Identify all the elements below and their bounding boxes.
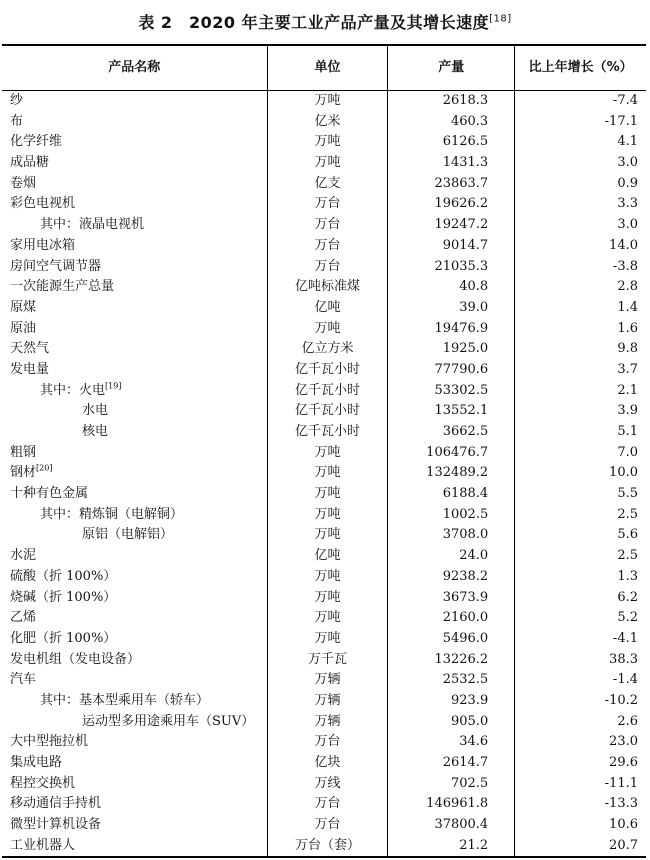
cell-growth: 0.9 — [514, 174, 646, 195]
cell-unit: 万吨 — [267, 608, 388, 629]
table-row — [2, 608, 646, 629]
cell-growth: 4.1 — [514, 132, 646, 153]
table-row — [2, 588, 646, 609]
product-name-text: 发电量 — [10, 361, 50, 377]
cell-product-name — [2, 836, 267, 857]
cell-product-name — [2, 194, 267, 215]
product-name-text: 移动通信手持机 — [10, 796, 102, 812]
header-product-name: 产品名称 — [108, 60, 161, 75]
header-output: 产量 — [387, 46, 514, 90]
product-name-text: 天然气 — [10, 341, 50, 357]
cell-growth: 7.0 — [514, 443, 646, 464]
cell-growth: -7.4 — [514, 91, 646, 112]
product-name-text: 原油 — [10, 320, 37, 336]
industrial-output-table — [2, 44, 646, 858]
cell-output: 3673.9 — [387, 588, 514, 609]
cell-growth: -3.8 — [514, 257, 646, 278]
cell-growth: 1.3 — [514, 567, 646, 588]
table-row — [2, 836, 646, 857]
cell-output: 19247.2 — [387, 215, 514, 236]
table-row — [2, 691, 646, 712]
cell-unit: 亿支 — [267, 174, 388, 195]
cell-output: 146961.8 — [387, 794, 514, 815]
cell-growth: 9.8 — [514, 339, 646, 360]
product-name-text: 十种有色金属 — [10, 486, 89, 502]
cell-unit: 亿千瓦小时 — [267, 381, 388, 402]
table-row — [2, 422, 646, 443]
cell-output: 21035.3 — [387, 257, 514, 278]
product-name-text: 水电 — [82, 403, 109, 419]
table-row — [2, 339, 646, 360]
table-row — [2, 732, 646, 753]
cell-output: 702.5 — [387, 774, 514, 795]
cell-unit: 万辆 — [267, 670, 388, 691]
cell-output: 2160.0 — [387, 608, 514, 629]
cell-unit: 亿块 — [267, 753, 388, 774]
cell-product-name — [2, 153, 267, 174]
table-row — [2, 319, 646, 340]
cell-growth: 5.5 — [514, 484, 646, 505]
cell-unit: 亿千瓦小时 — [267, 360, 388, 381]
product-name-text: 其中：精炼铜（电解铜） — [40, 506, 184, 522]
cell-output: 132489.2 — [387, 463, 514, 484]
cell-unit: 万线 — [267, 774, 388, 795]
cell-growth: 3.9 — [514, 401, 646, 422]
cell-product-name — [2, 298, 267, 319]
cell-output: 9238.2 — [387, 567, 514, 588]
cell-output: 9014.7 — [387, 236, 514, 257]
header-unit: 单位 — [267, 46, 388, 90]
product-name-text: 化肥（折 100%） — [10, 630, 117, 646]
footnote-marker: [19] — [105, 381, 122, 391]
cell-unit: 万台 — [267, 257, 388, 278]
table-row — [2, 567, 646, 588]
product-name-text: 原煤 — [10, 299, 37, 315]
product-name-text: 成品糖 — [10, 155, 50, 171]
cell-unit: 万吨 — [267, 463, 388, 484]
cell-growth: -11.1 — [514, 774, 646, 795]
cell-output: 2614.7 — [387, 753, 514, 774]
cell-product-name — [2, 174, 267, 195]
product-name-text: 彩色电视机 — [10, 196, 76, 212]
cell-growth: 23.0 — [514, 732, 646, 753]
cell-output: 13226.2 — [387, 650, 514, 671]
table-row — [2, 629, 646, 650]
cell-growth: 5.6 — [514, 525, 646, 546]
cell-product-name — [2, 236, 267, 257]
cell-product-name — [2, 546, 267, 567]
table-row — [2, 298, 646, 319]
cell-unit: 万吨 — [267, 153, 388, 174]
cell-product-name — [2, 257, 267, 278]
cell-unit: 万台 — [267, 236, 388, 257]
cell-product-name — [2, 339, 267, 360]
cell-output: 37800.4 — [387, 815, 514, 836]
cell-unit: 万吨 — [267, 132, 388, 153]
cell-growth: -1.4 — [514, 670, 646, 691]
cell-product-name — [2, 588, 267, 609]
cell-growth: -10.2 — [514, 691, 646, 712]
product-name-text: 房间空气调节器 — [10, 258, 102, 274]
product-name-text: 硫酸（折 100%） — [10, 568, 117, 584]
product-name-text: 其中：基本型乘用车（轿车） — [40, 692, 210, 708]
table-row — [2, 236, 646, 257]
table-row — [2, 443, 646, 464]
cell-product-name — [2, 463, 267, 484]
cell-growth: 2.1 — [514, 381, 646, 402]
cell-product-name — [2, 381, 267, 402]
cell-product-name — [2, 753, 267, 774]
table-row — [2, 215, 646, 236]
cell-unit: 亿吨标准煤 — [267, 277, 388, 298]
cell-unit: 亿千瓦小时 — [267, 401, 388, 422]
cell-growth: 2.8 — [514, 277, 646, 298]
cell-growth: 5.2 — [514, 608, 646, 629]
cell-unit: 亿吨 — [267, 546, 388, 567]
cell-growth: 5.1 — [514, 422, 646, 443]
cell-product-name — [2, 608, 267, 629]
cell-product-name — [2, 525, 267, 546]
cell-product-name — [2, 443, 267, 464]
cell-product-name — [2, 132, 267, 153]
header-growth: 比上年增长（%） — [514, 46, 646, 90]
product-name-text: 汽车 — [10, 672, 37, 688]
cell-growth: 2.5 — [514, 546, 646, 567]
cell-growth: -4.1 — [514, 629, 646, 650]
product-name-text: 粗钢 — [10, 444, 37, 460]
cell-unit: 万吨 — [267, 443, 388, 464]
cell-unit: 万台 — [267, 215, 388, 236]
table-row — [2, 794, 646, 815]
cell-product-name — [2, 505, 267, 526]
cell-growth: 29.6 — [514, 753, 646, 774]
cell-product-name — [2, 712, 267, 733]
table-row — [2, 463, 646, 484]
cell-growth: 10.6 — [514, 815, 646, 836]
table-row — [2, 277, 646, 298]
cell-output: 23863.7 — [387, 174, 514, 195]
cell-output: 77790.6 — [387, 360, 514, 381]
cell-output: 1002.5 — [387, 505, 514, 526]
table-row — [2, 546, 646, 567]
cell-product-name — [2, 567, 267, 588]
cell-product-name — [2, 360, 267, 381]
cell-growth: 20.7 — [514, 836, 646, 857]
cell-output: 24.0 — [387, 546, 514, 567]
cell-product-name — [2, 650, 267, 671]
cell-growth: 2.5 — [514, 505, 646, 526]
cell-product-name — [2, 422, 267, 443]
cell-unit: 万吨 — [267, 588, 388, 609]
cell-output: 2532.5 — [387, 670, 514, 691]
product-name-text: 核电 — [82, 424, 109, 439]
product-name-text: 集成电路 — [10, 755, 63, 770]
cell-unit: 亿立方米 — [267, 339, 388, 360]
cell-product-name — [2, 794, 267, 815]
cell-unit: 万辆 — [267, 691, 388, 712]
cell-unit: 万吨 — [267, 319, 388, 340]
table-title-footnote: [18] — [489, 13, 512, 25]
table-row — [2, 401, 646, 422]
cell-output: 5496.0 — [387, 629, 514, 650]
product-name-text: 微型计算机设备 — [10, 817, 102, 833]
table-row — [2, 484, 646, 505]
cell-product-name — [2, 629, 267, 650]
product-name-text: 原铝（电解铝） — [82, 527, 174, 543]
cell-output: 13552.1 — [387, 401, 514, 422]
product-name-text: 大中型拖拉机 — [10, 734, 89, 750]
cell-output: 6188.4 — [387, 484, 514, 505]
cell-unit: 万辆 — [267, 712, 388, 733]
cell-growth: 1.4 — [514, 298, 646, 319]
cell-output: 923.9 — [387, 691, 514, 712]
product-name-text: 布 — [10, 113, 24, 129]
product-name-text: 烧碱（折 100%） — [10, 589, 117, 605]
product-name-text: 水泥 — [10, 548, 37, 564]
cell-growth: 3.7 — [514, 360, 646, 381]
cell-output: 460.3 — [387, 112, 514, 133]
cell-product-name — [2, 484, 267, 505]
table-row — [2, 670, 646, 691]
cell-product-name — [2, 401, 267, 422]
cell-output: 3662.5 — [387, 422, 514, 443]
cell-output: 905.0 — [387, 712, 514, 733]
cell-product-name — [2, 112, 267, 133]
table-row — [2, 505, 646, 526]
product-name-text: 家用电冰箱 — [10, 237, 76, 253]
table-row — [2, 153, 646, 174]
cell-growth: 1.6 — [514, 319, 646, 340]
cell-growth: 6.2 — [514, 588, 646, 609]
table-row — [2, 712, 646, 733]
table-title-area — [0, 0, 650, 44]
cell-output: 21.2 — [387, 836, 514, 857]
table-row — [2, 257, 646, 278]
cell-unit: 万吨 — [267, 629, 388, 650]
cell-growth: 2.6 — [514, 712, 646, 733]
cell-unit: 万台 — [267, 732, 388, 753]
cell-product-name — [2, 91, 267, 112]
table-row — [2, 112, 646, 133]
table-row — [2, 774, 646, 795]
cell-unit: 亿千瓦小时 — [267, 422, 388, 443]
cell-output: 53302.5 — [387, 381, 514, 402]
product-name-text: 其中：火电 — [40, 382, 106, 398]
cell-product-name — [2, 691, 267, 712]
cell-unit: 万千瓦 — [267, 650, 388, 671]
cell-product-name — [2, 277, 267, 298]
cell-growth: 10.0 — [514, 463, 646, 484]
table-row — [2, 815, 646, 836]
product-name-text: 运动型多用途乘用车（SUV） — [82, 713, 255, 729]
cell-unit: 万吨 — [267, 505, 388, 526]
cell-product-name — [2, 815, 267, 836]
cell-growth: 38.3 — [514, 650, 646, 671]
cell-unit: 亿吨 — [267, 298, 388, 319]
cell-growth: 3.0 — [514, 153, 646, 174]
cell-growth: 14.0 — [514, 236, 646, 257]
cell-output: 3708.0 — [387, 525, 514, 546]
table-header-row — [2, 46, 646, 91]
cell-unit: 万吨 — [267, 567, 388, 588]
cell-output: 1925.0 — [387, 339, 514, 360]
cell-output: 39.0 — [387, 298, 514, 319]
product-name-text: 发电机组（发电设备） — [10, 651, 141, 667]
table-row — [2, 525, 646, 546]
cell-unit: 万吨 — [267, 484, 388, 505]
cell-unit: 万台 — [267, 815, 388, 836]
cell-output: 19626.2 — [387, 194, 514, 215]
table-body — [2, 91, 646, 856]
cell-unit: 万台 — [267, 794, 388, 815]
product-name-text: 程控交换机 — [10, 775, 76, 791]
cell-unit: 万台 — [267, 194, 388, 215]
table-title — [138, 10, 511, 33]
product-name-text: 工业机器人 — [10, 837, 76, 853]
cell-output: 106476.7 — [387, 443, 514, 464]
product-name-text: 乙烯 — [10, 610, 37, 626]
product-name-text: 钢材 — [10, 465, 37, 481]
cell-unit: 万台（套） — [267, 836, 388, 857]
cell-output: 1431.3 — [387, 153, 514, 174]
cell-unit: 万吨 — [267, 525, 388, 546]
product-name-text: 卷烟 — [10, 175, 37, 191]
cell-output: 34.6 — [387, 732, 514, 753]
cell-growth: -17.1 — [514, 112, 646, 133]
table-row — [2, 194, 646, 215]
product-name-text: 化学纤维 — [10, 134, 63, 150]
cell-product-name — [2, 319, 267, 340]
table-row — [2, 91, 646, 112]
cell-output: 2618.3 — [387, 91, 514, 112]
table-row — [2, 650, 646, 671]
cell-growth: -13.3 — [514, 794, 646, 815]
product-name-text: 纱 — [10, 93, 24, 108]
product-name-text: 其中：液晶电视机 — [40, 217, 145, 233]
cell-product-name — [2, 670, 267, 691]
cell-output: 6126.5 — [387, 132, 514, 153]
footnote-marker: [20] — [36, 464, 53, 474]
cell-product-name — [2, 215, 267, 236]
cell-growth: 3.3 — [514, 194, 646, 215]
product-name-text: 一次能源生产总量 — [10, 279, 115, 295]
table-row — [2, 753, 646, 774]
cell-product-name — [2, 732, 267, 753]
table-row — [2, 381, 646, 402]
cell-product-name — [2, 774, 267, 795]
cell-output: 19476.9 — [387, 319, 514, 340]
cell-unit: 亿米 — [267, 112, 388, 133]
cell-output: 40.8 — [387, 277, 514, 298]
cell-growth: 3.0 — [514, 215, 646, 236]
table-row — [2, 360, 646, 381]
table-row — [2, 174, 646, 195]
cell-unit: 万吨 — [267, 91, 388, 112]
table-row — [2, 132, 646, 153]
table-title-text: 表 2 2020 年主要工业产品产量及其增长速度 — [138, 13, 490, 32]
